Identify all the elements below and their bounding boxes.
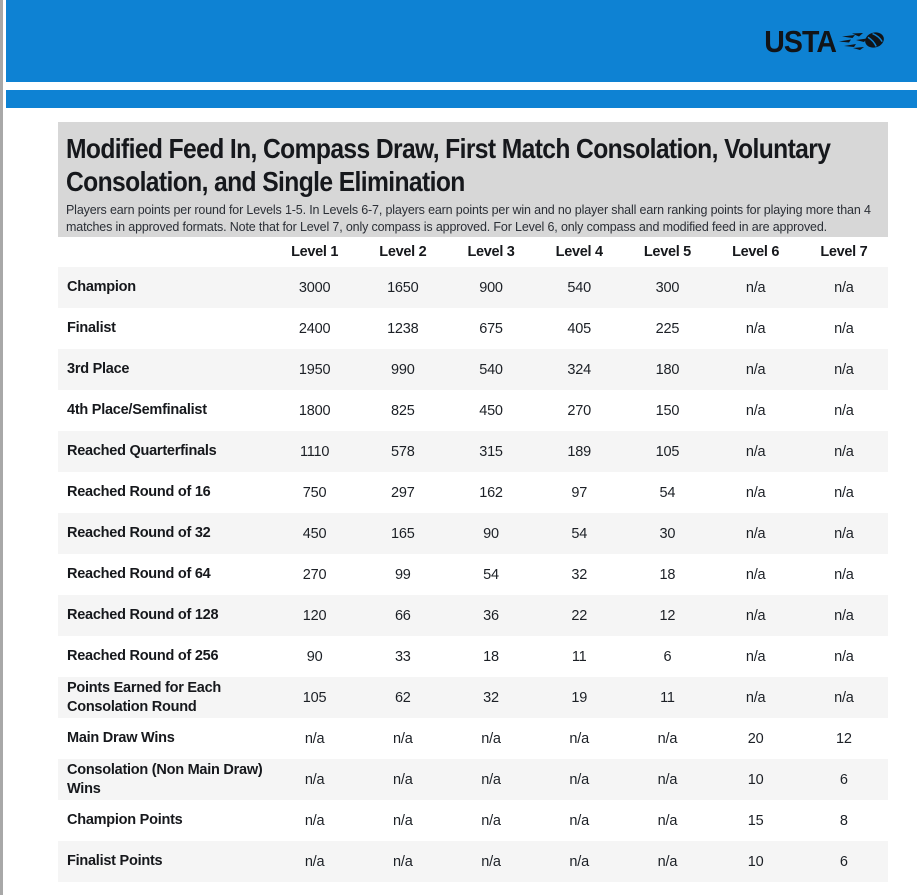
cell-level-5: 180 [655,361,680,378]
column-header-blank [58,237,271,267]
table-row [58,390,888,431]
cell-level-7: 8 [839,812,848,829]
cell-level-6: n/a [745,402,766,419]
cell-level-2: 99 [394,566,411,583]
row-label: Consolation (Non Main Draw) Wins [67,762,263,797]
column-header-level-4: Level 4 [535,237,623,267]
table-header-row [58,237,888,267]
cell-level-6: 10 [747,771,764,788]
cell-level-4: 324 [567,361,591,378]
cell-level-7: 12 [835,730,852,747]
row-label: Points Earned for Each Consolation Round [67,680,222,715]
flaming-tennis-ball-icon [839,29,885,56]
cell-level-6: n/a [745,320,766,337]
column-header-level-7: Level 7 [800,237,888,267]
cell-level-1: n/a [304,771,325,788]
cell-level-4: n/a [569,812,589,829]
cell-level-5: 150 [655,402,680,419]
cell-level-5: 54 [659,484,676,501]
table-row [58,718,888,759]
row-label: Finalist Points [67,853,163,870]
cell-level-3: 18 [483,648,499,665]
cell-level-3: 32 [483,689,499,706]
header-band-primary [6,0,917,82]
cell-level-5: 6 [663,648,672,665]
cell-level-5: 300 [655,279,680,296]
cell-level-5: 12 [659,607,676,624]
cell-level-2: 62 [394,689,411,706]
cell-level-6: n/a [745,648,766,665]
cell-level-3: n/a [481,812,501,829]
cell-level-2: n/a [393,771,413,788]
cell-level-2: 165 [391,525,415,542]
cell-level-1: 120 [302,607,327,624]
cell-level-1: 105 [302,689,327,706]
cell-level-2: 1238 [387,320,419,337]
cell-level-5: n/a [657,853,678,870]
cell-level-7: n/a [834,279,854,296]
cell-level-5: 30 [659,525,676,542]
table-row [58,677,888,718]
table-row [58,636,888,677]
usta-logo[interactable] [758,22,885,60]
table-row [58,554,888,595]
cell-level-4: 11 [571,648,587,665]
row-label: Champion Points [67,812,183,829]
row-label: Reached Quarterfinals [67,443,217,460]
cell-level-6: 10 [747,853,764,870]
cell-level-7: n/a [834,484,854,501]
table-row [58,472,888,513]
row-label: Reached Round of 64 [67,566,211,583]
cell-level-2: 66 [394,607,411,624]
cell-level-3: 315 [479,443,503,460]
cell-level-6: 15 [747,812,764,829]
page-subtitle: Players earn points per round for Levels 1-5. In Levels 6-7, players earn points per win and no player shall earn ranking points for playing more than 4 matches in approved formats. Note that for Level 7, only compass is approved. For Level 6, only compass and modified feed in are approved. [66,203,871,234]
row-label: Reached Round of 128 [67,607,219,624]
cell-level-3: 90 [483,525,499,542]
cell-level-3: 675 [479,320,503,337]
cell-level-4: n/a [569,853,589,870]
cell-level-4: 405 [567,320,591,337]
row-label: Main Draw Wins [67,730,175,747]
cell-level-1: n/a [304,853,325,870]
table-row [58,308,888,349]
cell-level-5: n/a [657,730,678,747]
cell-level-3: 162 [479,484,503,501]
cell-level-7: n/a [834,689,854,706]
table-row [58,800,888,841]
row-label: Reached Round of 32 [67,525,211,542]
cell-level-6: n/a [745,566,766,583]
cell-level-1: n/a [304,730,325,747]
cell-level-3: 450 [479,402,503,419]
table-row [58,267,888,308]
cell-level-1: 2400 [298,320,331,337]
cell-level-4: 540 [567,279,591,296]
cell-level-7: n/a [834,443,854,460]
cell-level-7: 6 [839,771,848,788]
table-header [58,237,888,267]
cell-level-4: 97 [571,484,588,501]
column-header-level-5: Level 5 [623,237,711,267]
cell-level-7: n/a [834,361,854,378]
cell-level-4: 19 [571,689,588,706]
cell-level-6: n/a [745,689,766,706]
column-header-level-6: Level 6 [712,237,800,267]
cell-level-2: 990 [391,361,415,378]
cell-level-4: 32 [571,566,588,583]
cell-level-3: 540 [479,361,503,378]
cell-level-4: 270 [567,402,591,419]
cell-level-3: n/a [481,730,501,747]
cell-level-2: 33 [394,648,411,665]
page-title: Modified Feed In, Compass Draw, First Match Consolation, Voluntary Consolation, and Single Elimination [66,133,831,198]
cell-level-4: n/a [569,730,589,747]
title-block [58,122,888,243]
cell-level-2: 297 [391,484,415,501]
cell-level-3: n/a [481,771,501,788]
cell-level-1: n/a [304,812,325,829]
row-label: Champion [67,279,136,296]
cell-level-1: 1110 [299,443,330,460]
row-label: Reached Round of 256 [67,648,219,665]
cell-level-1: 3000 [298,279,331,296]
cell-level-6: n/a [745,279,766,296]
cell-level-5: n/a [657,812,678,829]
cell-level-5: 11 [660,689,675,706]
table-row [58,759,888,800]
table-body [58,267,888,882]
cell-level-6: n/a [745,484,766,501]
row-label: 3rd Place [67,361,130,378]
cell-level-6: n/a [745,361,766,378]
table-row [58,513,888,554]
cell-level-5: 225 [655,320,680,337]
cell-level-4: 54 [571,525,588,542]
cell-level-4: 189 [567,443,591,460]
cell-level-7: n/a [834,320,854,337]
cell-level-6: n/a [745,443,766,460]
cell-level-1: 90 [306,648,323,665]
row-label: 4th Place/Semfinalist [67,402,207,419]
cell-level-3: 54 [483,566,499,583]
cell-level-1: 1800 [298,402,331,419]
cell-level-2: n/a [393,730,413,747]
header-band-secondary [6,90,917,108]
cell-level-1: 1950 [298,361,331,378]
cell-level-2: n/a [393,812,413,829]
table-row [58,431,888,472]
cell-level-7: n/a [834,648,854,665]
cell-level-2: 825 [391,402,415,419]
column-header-level-3: Level 3 [447,237,535,267]
cell-level-4: 22 [571,607,588,624]
cell-level-4: n/a [569,771,589,788]
cell-level-7: n/a [834,402,854,419]
cell-level-7: n/a [834,607,854,624]
usta-logo-text: USTA [764,23,836,59]
cell-level-1: 270 [302,566,327,583]
cell-level-6: n/a [745,525,766,542]
cell-level-1: 450 [302,525,327,542]
cell-level-7: 6 [839,853,848,870]
cell-level-6: 20 [747,730,764,747]
ranking-points-table [58,237,888,882]
table-row [58,841,888,882]
cell-level-2: 1650 [387,279,419,296]
cell-level-3: 900 [479,279,503,296]
cell-level-3: 36 [483,607,499,624]
cell-level-3: n/a [481,853,501,870]
column-header-level-2: Level 2 [359,237,447,267]
row-label: Finalist [67,320,116,337]
cell-level-2: 578 [391,443,415,460]
cell-level-7: n/a [834,525,854,542]
cell-level-1: 750 [302,484,327,501]
cell-level-5: n/a [657,771,678,788]
cell-level-2: n/a [393,853,413,870]
table-row [58,349,888,390]
cell-level-5: 105 [655,443,680,460]
cell-level-7: n/a [834,566,854,583]
table-row [58,595,888,636]
cell-level-5: 18 [659,566,676,583]
column-header-level-1: Level 1 [271,237,359,267]
row-label: Reached Round of 16 [67,484,211,501]
cell-level-6: n/a [745,607,766,624]
